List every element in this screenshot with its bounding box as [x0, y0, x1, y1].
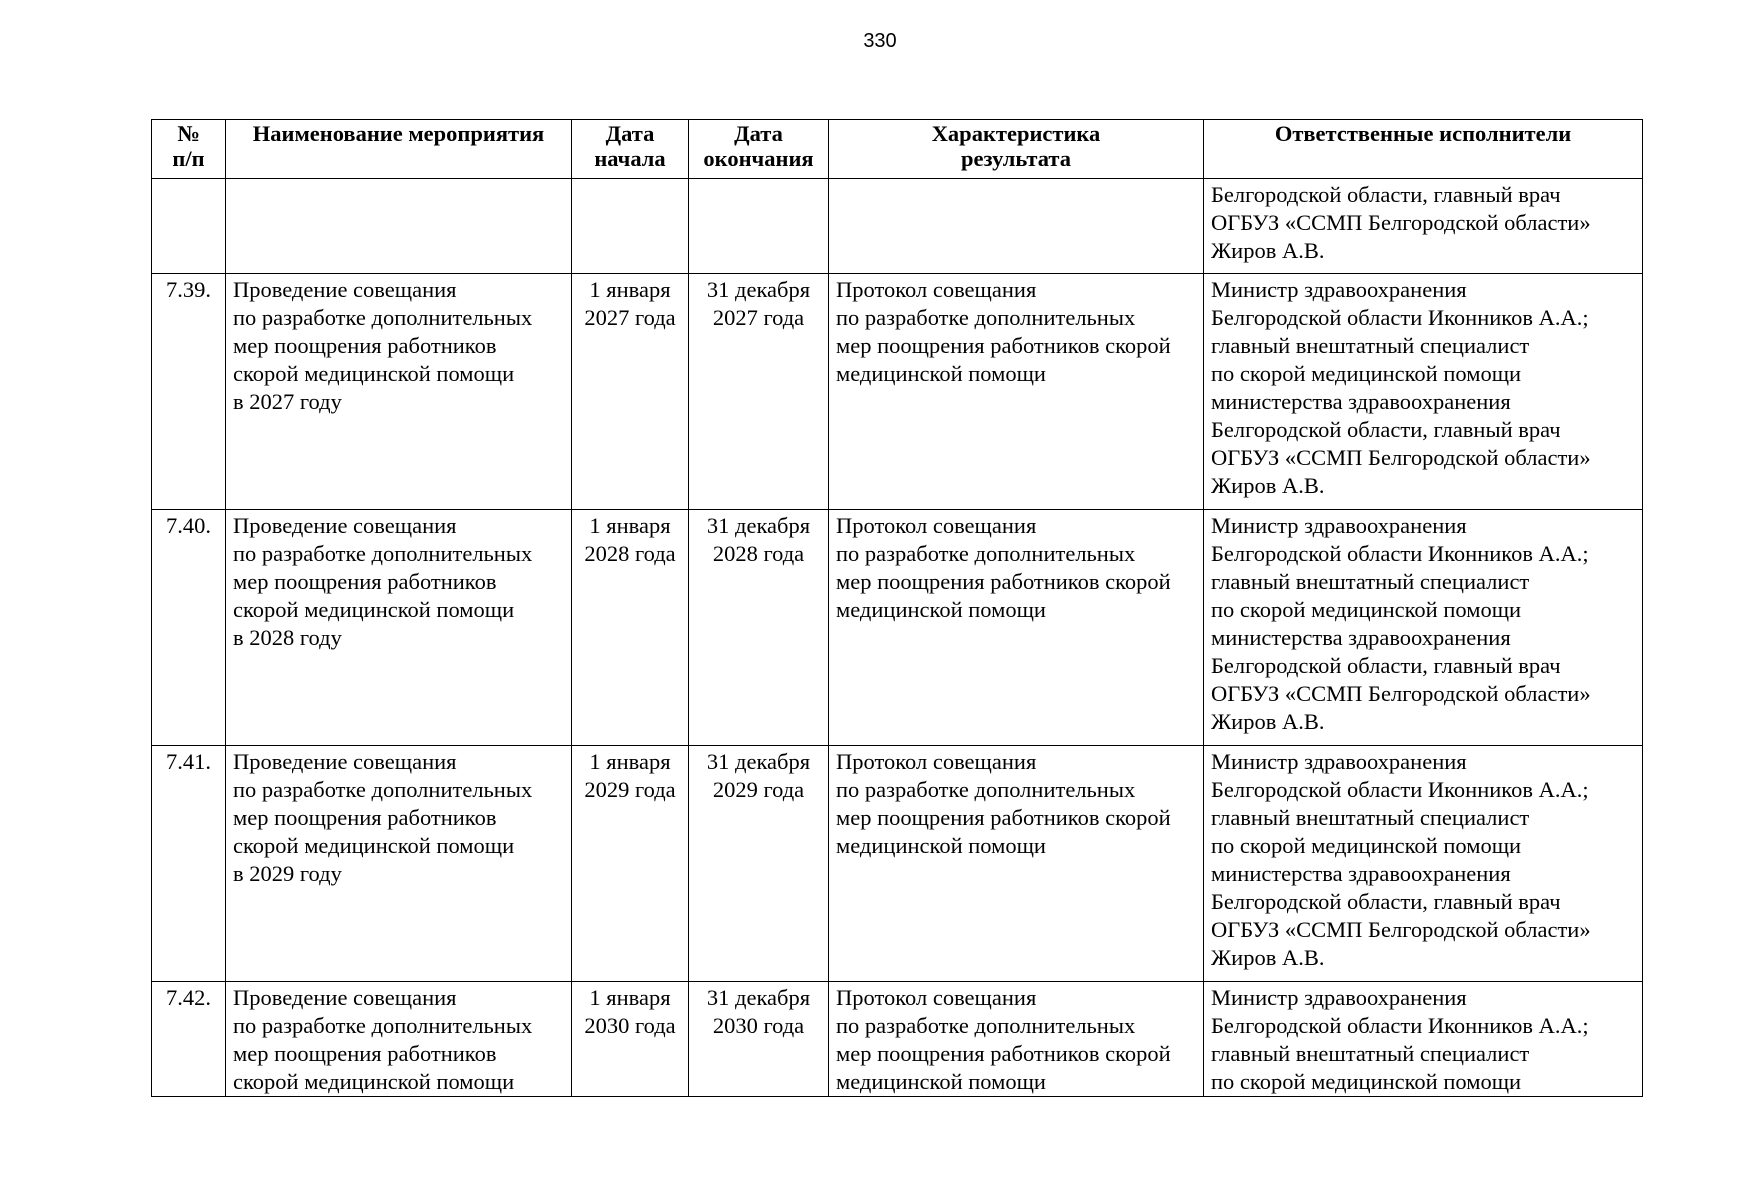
- cell-activity-name: Проведение совещания по разработке дополнительных мер поощрения работников скорой медицинской помощи в 2027 году: [226, 274, 572, 510]
- page-number: 330: [863, 30, 897, 52]
- header-activity-name: Наименование мероприятия: [226, 120, 572, 179]
- cell-end-date: [689, 179, 829, 274]
- cell-start-date: 1 января 2029 года: [572, 746, 689, 982]
- table-row: [152, 982, 1643, 1097]
- cell-end-date: 31 декабря 2028 года: [689, 510, 829, 746]
- cell-activity-name: Проведение совещания по разработке дополнительных мер поощрения работников скорой медицинской помощи: [226, 982, 572, 1097]
- cell-result: Протокол совещания по разработке дополнительных мер поощрения работников скорой медицинской помощи: [829, 746, 1204, 982]
- header-result: Характеристика результата: [829, 120, 1204, 179]
- cell-result: [829, 179, 1204, 274]
- cell-executors: Белгородской области, главный врач ОГБУЗ «ССМП Белгородской области» Жиров А.В.: [1204, 179, 1643, 274]
- cell-activity-name: [226, 179, 572, 274]
- cell-start-date: 1 января 2030 года: [572, 982, 689, 1097]
- activities-table: [151, 119, 1643, 1097]
- table-row-continuation: [152, 179, 1643, 274]
- cell-executors: Министр здравоохранения Белгородской области Иконников А.А.; главный внештатный специалист по скорой медицинской помощи министерства здравоохранения Белгородской области, главный врач ОГБУЗ «ССМП Белгородской области» Жиров А.В.: [1204, 274, 1643, 510]
- cell-number: 7.42.: [152, 982, 226, 1097]
- cell-activity-name: Проведение совещания по разработке дополнительных мер поощрения работников скорой медицинской помощи в 2029 году: [226, 746, 572, 982]
- header-end-date: Дата окончания: [689, 120, 829, 179]
- cell-number: [152, 179, 226, 274]
- cell-result: Протокол совещания по разработке дополнительных мер поощрения работников скорой медицинской помощи: [829, 982, 1204, 1097]
- cell-result: Протокол совещания по разработке дополнительных мер поощрения работников скорой медицинской помощи: [829, 510, 1204, 746]
- header-number: № п/п: [152, 120, 226, 179]
- cell-executors: Министр здравоохранения Белгородской области Иконников А.А.; главный внештатный специалист по скорой медицинской помощи: [1204, 982, 1643, 1097]
- header-executors: Ответственные исполнители: [1204, 120, 1643, 179]
- cell-end-date: 31 декабря 2030 года: [689, 982, 829, 1097]
- table-row: [152, 746, 1643, 982]
- cell-result: Протокол совещания по разработке дополнительных мер поощрения работников скорой медицинской помощи: [829, 274, 1204, 510]
- cell-executors: Министр здравоохранения Белгородской области Иконников А.А.; главный внештатный специалист по скорой медицинской помощи министерства здравоохранения Белгородской области, главный врач ОГБУЗ «ССМП Белгородской области» Жиров А.В.: [1204, 510, 1643, 746]
- cell-activity-name: Проведение совещания по разработке дополнительных мер поощрения работников скорой медицинской помощи в 2028 году: [226, 510, 572, 746]
- header-start-date: Дата начала: [572, 120, 689, 179]
- cell-number: 7.41.: [152, 746, 226, 982]
- cell-end-date: 31 декабря 2029 года: [689, 746, 829, 982]
- table-header-row: [152, 120, 1643, 179]
- table-row: [152, 510, 1643, 746]
- cell-start-date: 1 января 2027 года: [572, 274, 689, 510]
- table-row: [152, 274, 1643, 510]
- cell-start-date: 1 января 2028 года: [572, 510, 689, 746]
- cell-start-date: [572, 179, 689, 274]
- cell-number: 7.39.: [152, 274, 226, 510]
- cell-executors: Министр здравоохранения Белгородской области Иконников А.А.; главный внештатный специалист по скорой медицинской помощи министерства здравоохранения Белгородской области, главный врач ОГБУЗ «ССМП Белгородской области» Жиров А.В.: [1204, 746, 1643, 982]
- cell-number: 7.40.: [152, 510, 226, 746]
- cell-end-date: 31 декабря 2027 года: [689, 274, 829, 510]
